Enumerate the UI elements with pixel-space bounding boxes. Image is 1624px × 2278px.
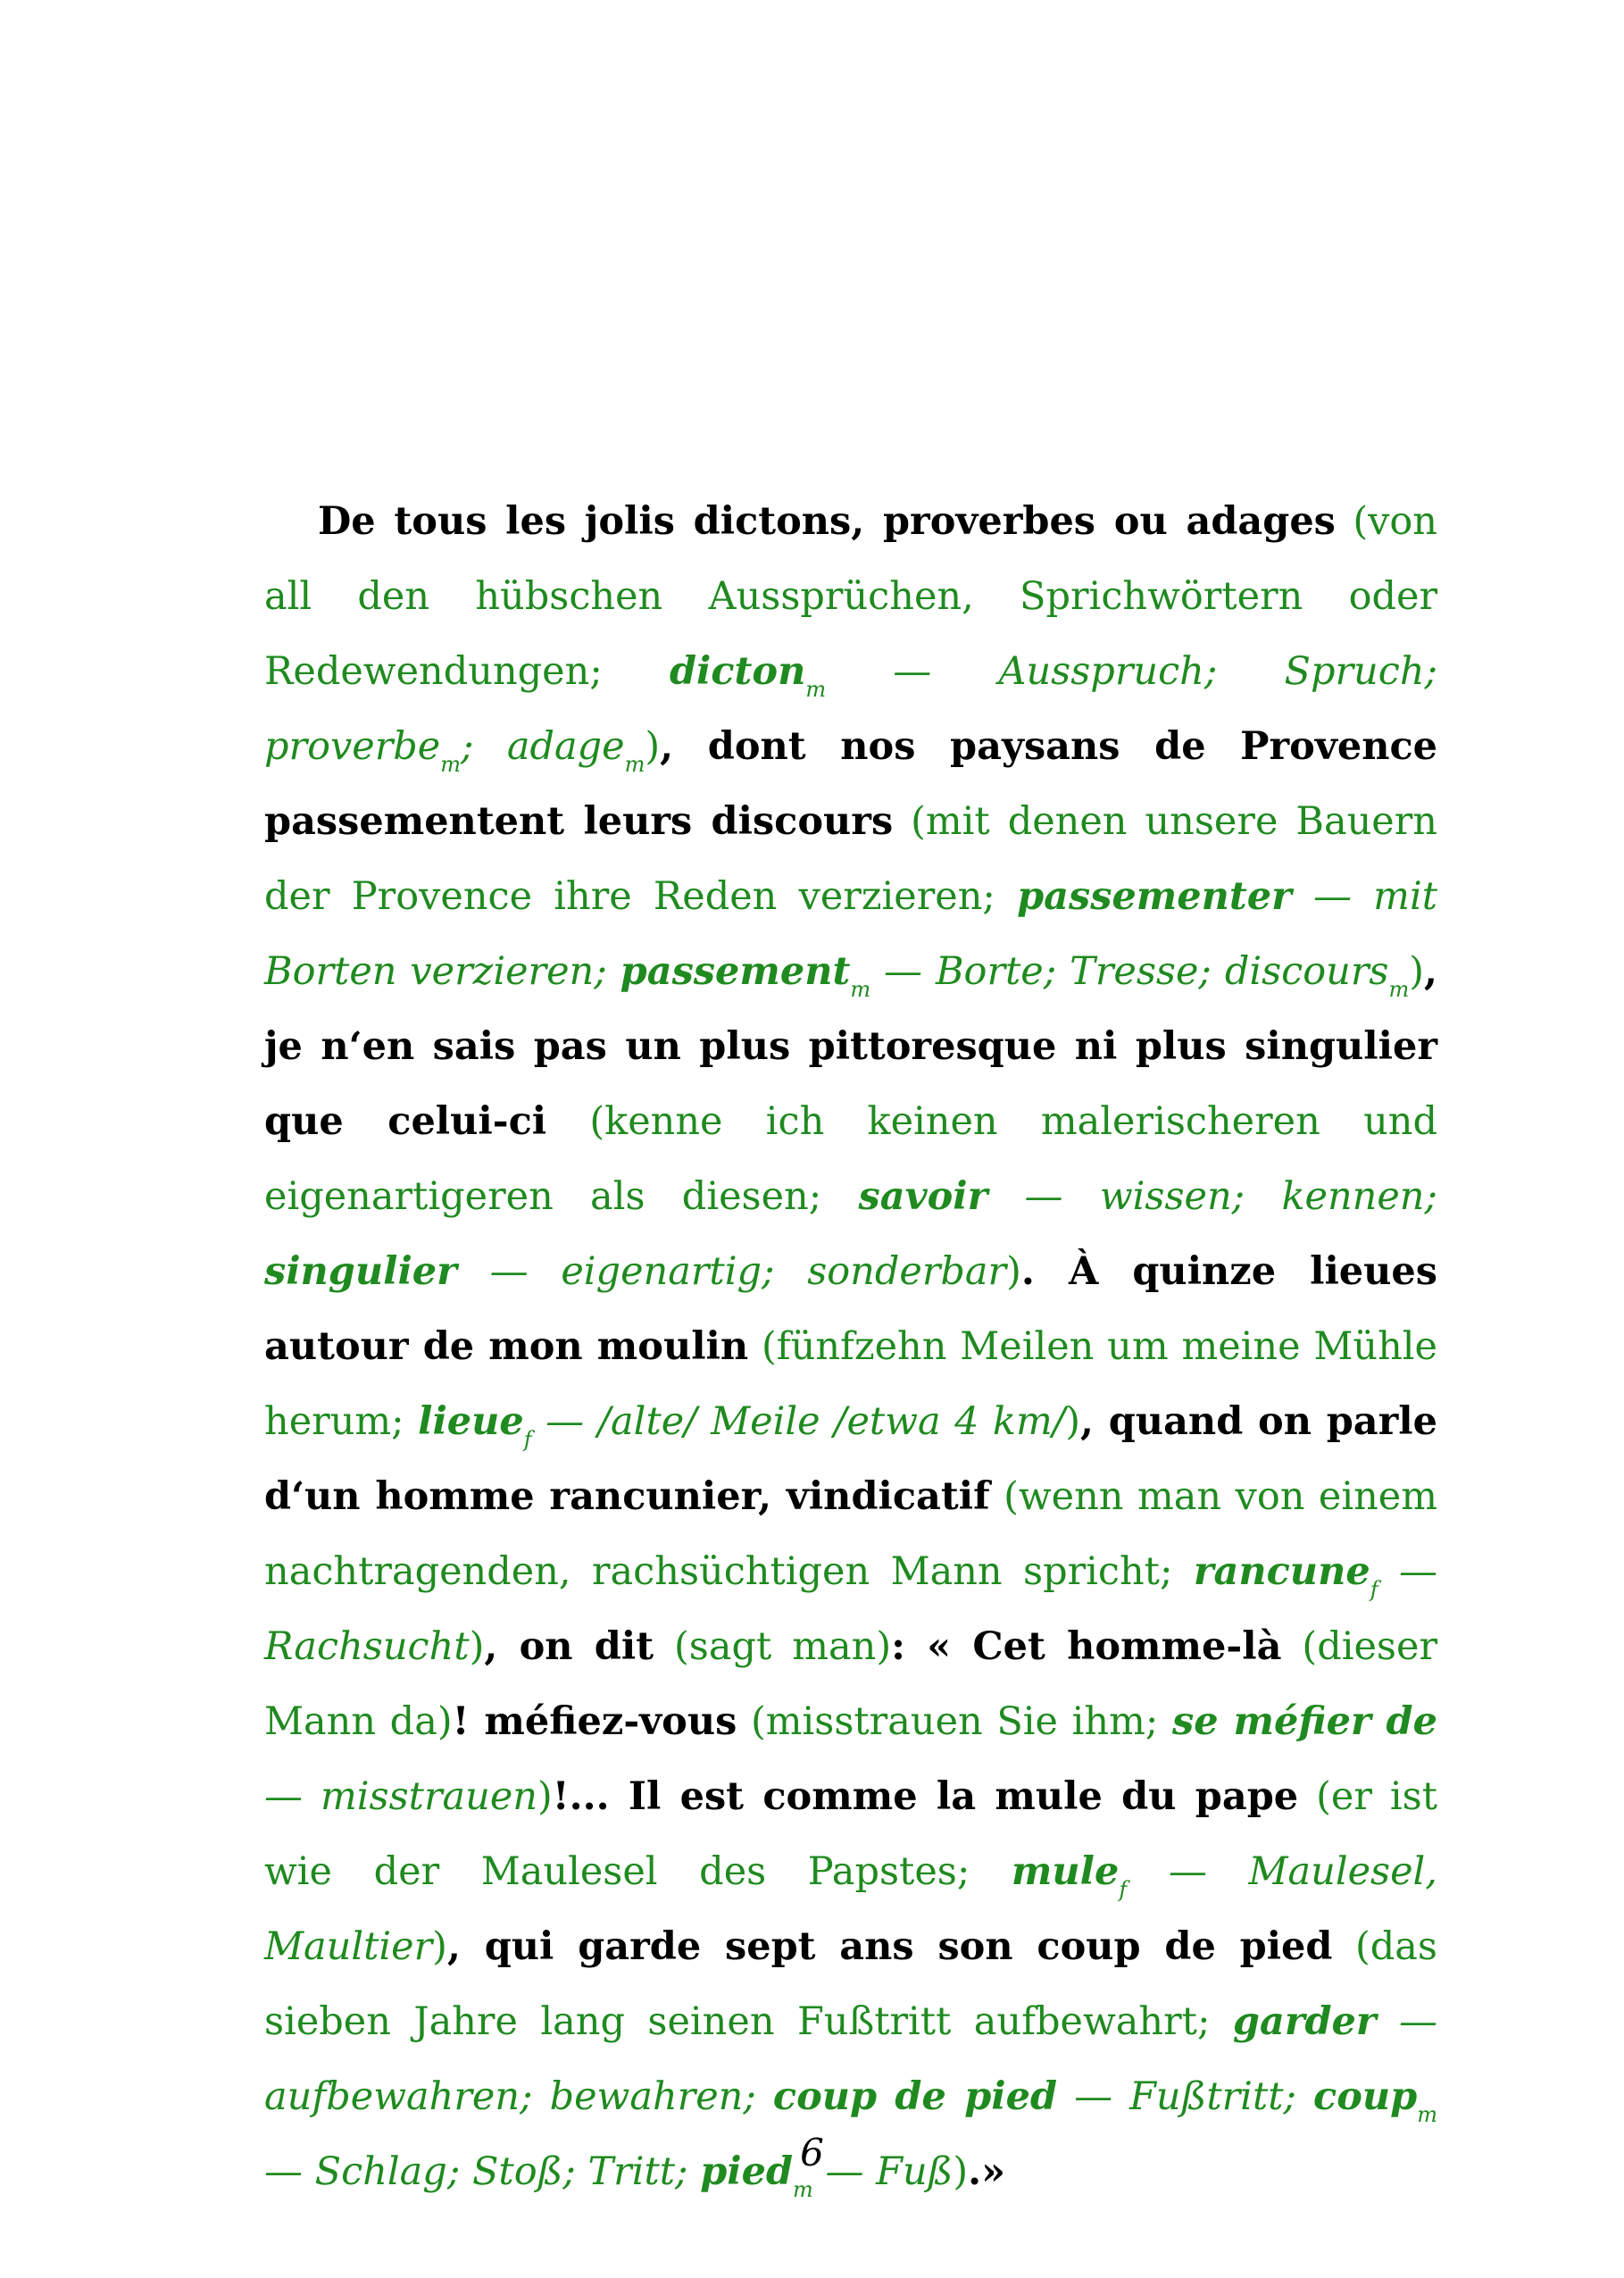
german-gloss: — Fußtritt; xyxy=(1057,2074,1314,2119)
gender-marker: m xyxy=(440,752,462,777)
gender-marker: f xyxy=(1370,1577,1378,1602)
german-translation: (dieser Mann da) xyxy=(264,1624,1437,1744)
french-text: .» xyxy=(968,2149,1006,2194)
headword: lieue xyxy=(418,1399,524,1444)
headword: singulier xyxy=(264,1249,457,1294)
french-text: . À quinze lieues autour de mon moulin xyxy=(264,1249,1437,1369)
headword: passement xyxy=(620,949,851,994)
gender-marker: f xyxy=(523,1427,532,1452)
german-translation: (fünfzehn Meilen um meine Mühle herum; xyxy=(264,1324,1437,1444)
gender-marker: m xyxy=(805,677,827,702)
french-text: ! méfiez-vous xyxy=(452,1699,737,1744)
german-gloss: ; adage xyxy=(461,724,625,769)
german-translation: ) xyxy=(645,724,661,769)
german-translation: (wenn man von einem nachtragenden, rachsüchtigen Mann spricht; xyxy=(264,1474,1437,1594)
german-translation: (er ist wie der Maulesel des Papstes; xyxy=(264,1774,1438,1894)
gender-marker: m xyxy=(1417,2102,1437,2127)
german-translation: ) xyxy=(469,1624,485,1669)
french-text: , on dit xyxy=(484,1624,654,1669)
headword: mule xyxy=(1011,1849,1120,1894)
german-gloss: — aufbewahren; bewahren; xyxy=(264,1999,1437,2119)
german-gloss: — Schlag; Stoß; Tritt; xyxy=(264,2149,701,2194)
german-gloss: — mit Borten verzieren; xyxy=(264,874,1437,994)
german-translation: (das sieben Jahre lang seinen Fußtritt aufbewahrt; xyxy=(264,1924,1437,2044)
german-translation: ) xyxy=(953,2149,969,2194)
headword: coup xyxy=(1313,2074,1418,2119)
french-text: : « Cet homme-là xyxy=(891,1624,1282,1669)
german-gloss: — /alte/ Meile /etwa 4 km/ xyxy=(531,1399,1066,1444)
french-text: , dont nos paysans de Provence passementent leurs discours xyxy=(264,724,1437,844)
headword: pied xyxy=(700,2149,794,2194)
headword: garder xyxy=(1232,1999,1377,2044)
gender-marker: m xyxy=(793,2177,813,2202)
headword: savoir xyxy=(858,1174,988,1219)
gender-marker: m xyxy=(1388,977,1410,1002)
german-translation: (sagt man) xyxy=(654,1624,892,1669)
german-translation: ) xyxy=(432,1924,447,1969)
headword: coup de pied xyxy=(772,2074,1058,2119)
headword: dicton xyxy=(669,649,806,694)
french-text: , qui garde sept ans son coup de pied xyxy=(446,1924,1333,1969)
german-translation: ) xyxy=(1409,949,1425,994)
german-gloss: — Borte; Tresse; discours xyxy=(870,949,1389,994)
headword: rancune xyxy=(1193,1549,1370,1594)
french-text: , quand on parle d‘un homme rancunier, vindicatif xyxy=(264,1399,1437,1519)
french-text: De tous les jolis dictons, proverbes ou adages xyxy=(318,499,1336,544)
german-translation: (misstrauen Sie ihm; xyxy=(737,1699,1172,1744)
german-translation: (mit denen unsere Bauern der Provence ihre Reden verzieren; xyxy=(264,799,1437,919)
german-translation: (kenne ich keinen malerischeren und eigenartigeren als diesen; xyxy=(264,1099,1437,1219)
gender-marker: f xyxy=(1119,1877,1128,1902)
page-number: 6 xyxy=(800,2131,824,2174)
german-gloss: — misstrauen xyxy=(264,1774,537,1819)
german-gloss: — Rachsucht xyxy=(264,1549,1437,1669)
gender-marker: m xyxy=(624,752,645,777)
german-translation: ) xyxy=(1065,1399,1081,1444)
german-translation: ) xyxy=(1006,1249,1021,1294)
gender-marker: m xyxy=(850,977,871,1002)
french-text: !... Il est comme la mule du pape xyxy=(552,1774,1299,1819)
headword: se méfier de xyxy=(1171,1699,1437,1744)
french-text: , je n‘en sais pas un plus pittoresque ni plus singulier que celui-ci xyxy=(264,949,1437,1144)
german-translation: (von all den hübschen Aussprüchen, Sprichwörtern oder Redewendungen; xyxy=(264,499,1437,694)
headword: passementer xyxy=(1017,874,1292,919)
german-gloss: — Ausspruch; Spruch; proverbe xyxy=(264,649,1437,769)
bilingual-paragraph xyxy=(264,484,1437,2209)
german-translation: ) xyxy=(537,1774,553,1819)
german-gloss: — Maulesel, Maultier xyxy=(264,1849,1437,1969)
german-gloss: — Fuß xyxy=(812,2149,954,2194)
german-gloss: — wissen; kennen; xyxy=(987,1174,1437,1219)
german-gloss: — eigenartig; sonderbar xyxy=(456,1249,1007,1294)
